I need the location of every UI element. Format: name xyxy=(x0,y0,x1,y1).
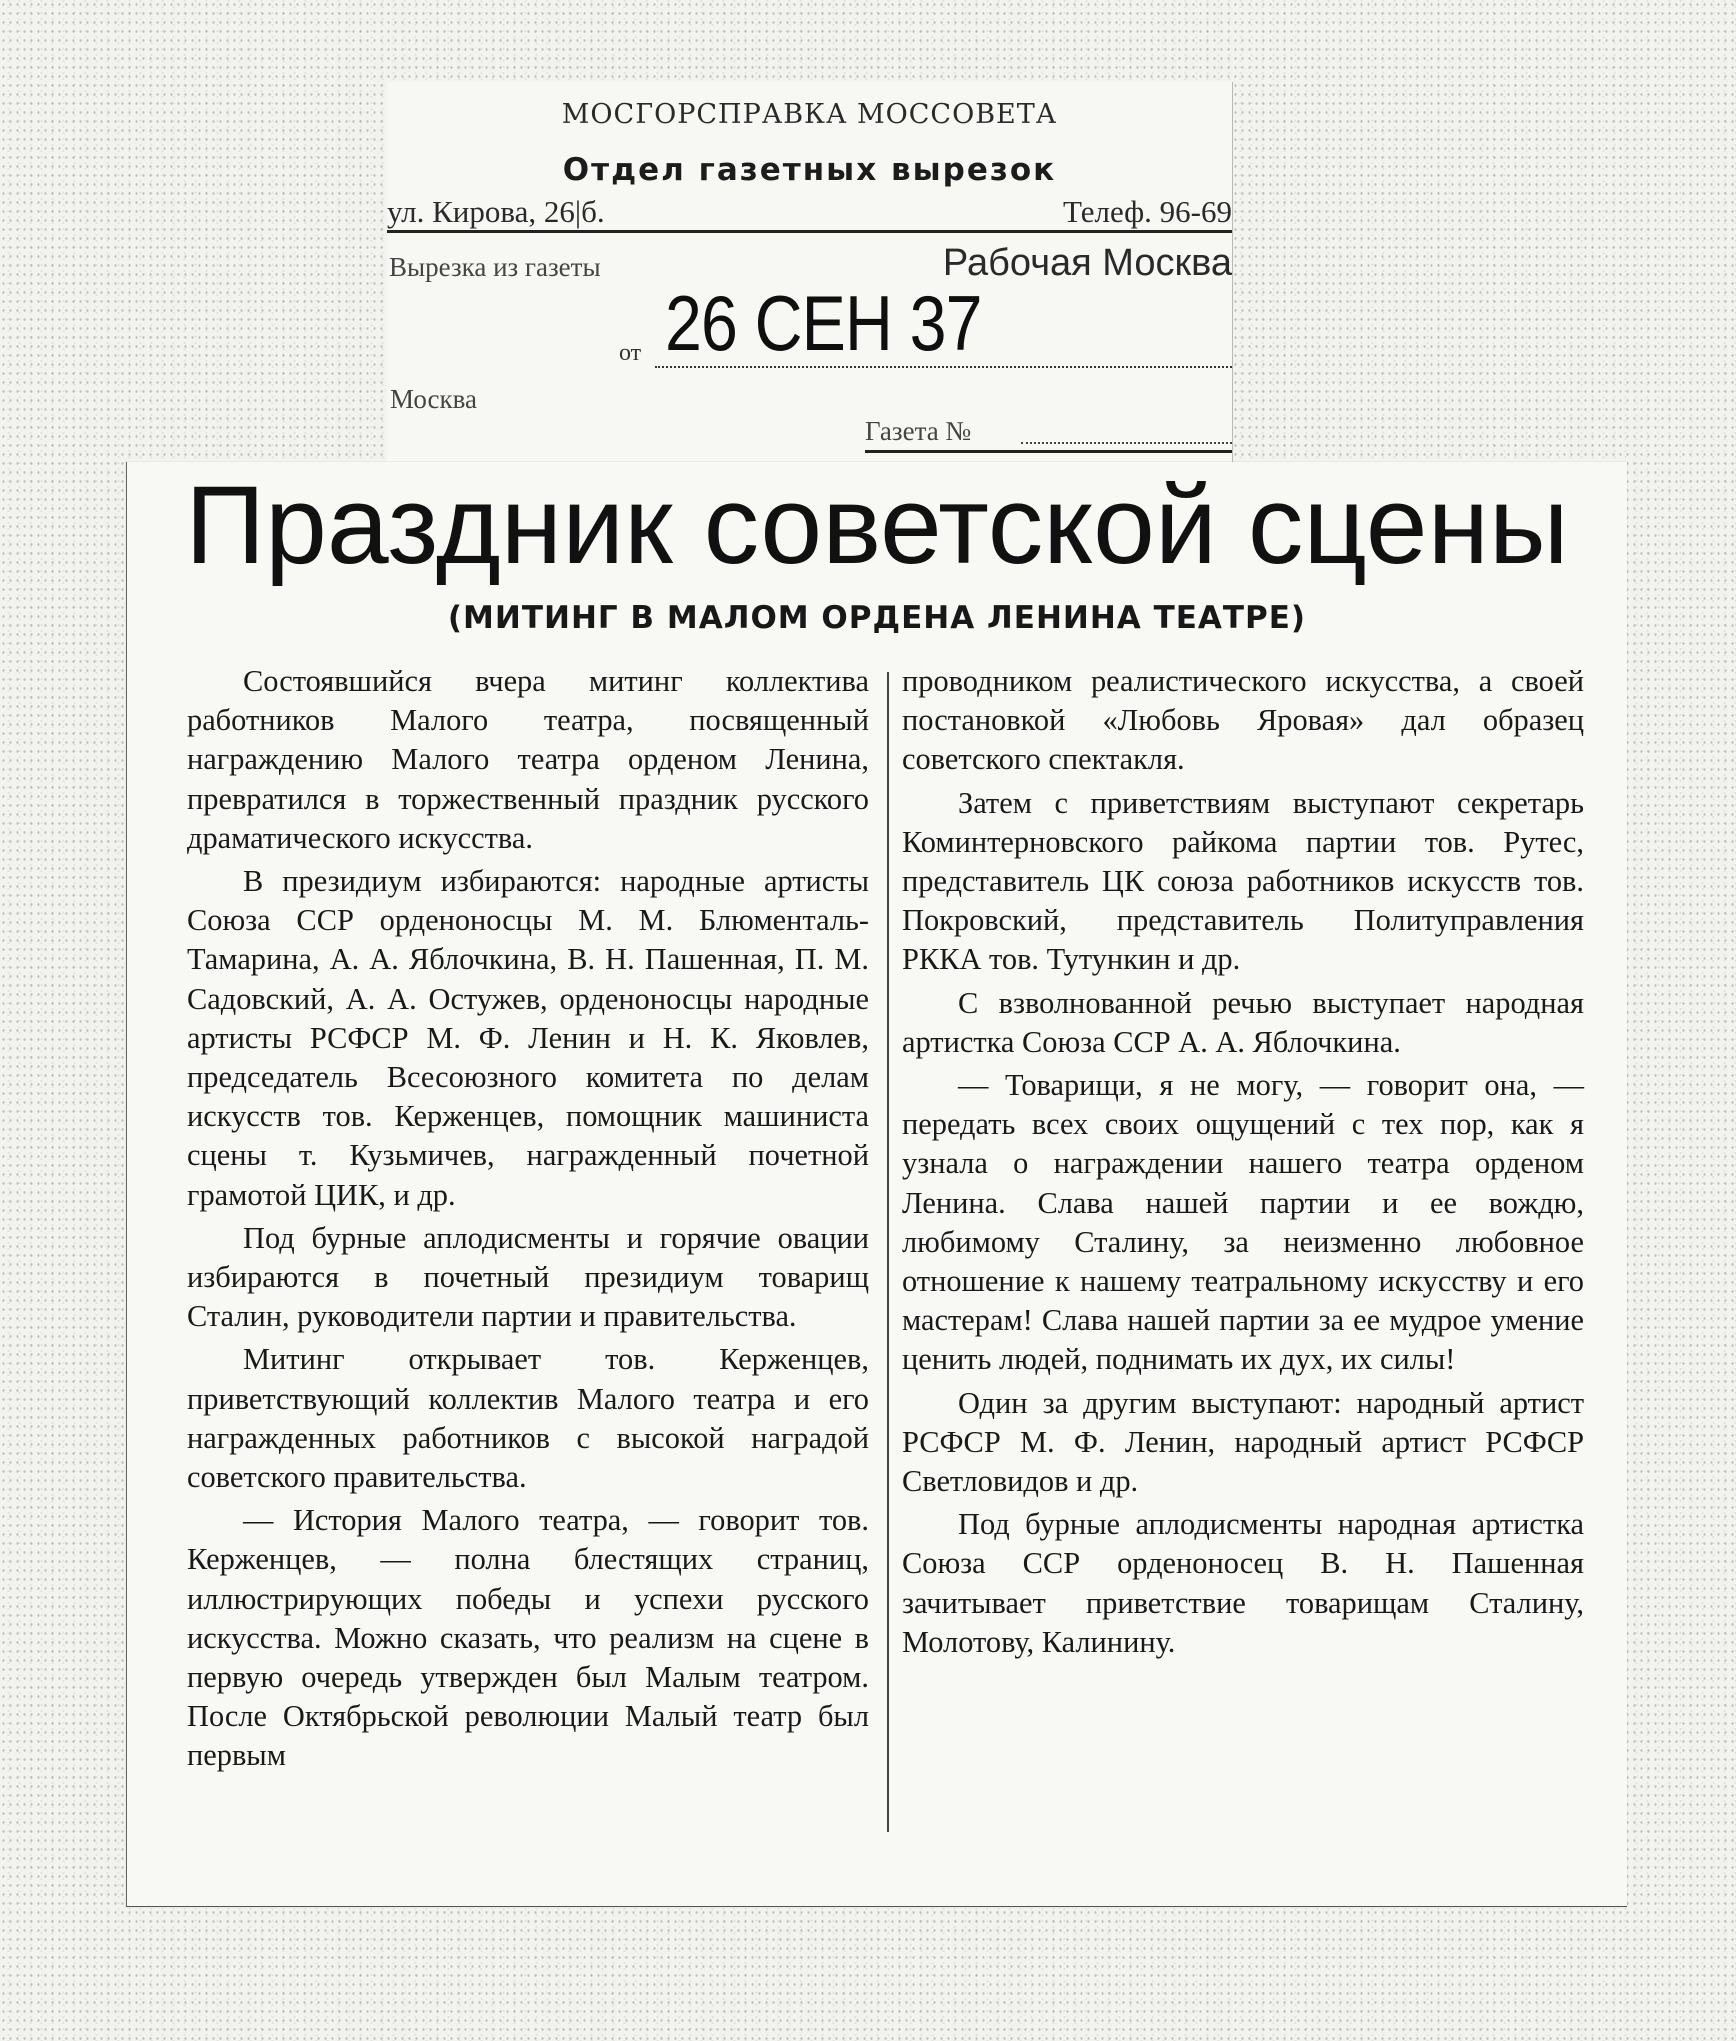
article-column-left xyxy=(187,662,869,1780)
article-paragraph: — Товарищи, я не могу, — говорит она, — передать всех своих ощущений с тех пор, как я узнала о награждении нашего театра орденом Ленина. Слава нашей партии и ее вождю, любимому Сталину, за неизменно любовное отношение к нашему театральному искусству и его мастерам! Слава нашей партии за ее мудрое умение ценить людей, поднимать их дух, их силы! xyxy=(902,1068,1584,1377)
clipping-bureau-stamp xyxy=(387,82,1233,464)
column-divider xyxy=(887,672,889,1832)
article-paragraph: С взволнованной речью выступает народная артистка Союза ССР А. А. Яблочкина. xyxy=(902,985,1584,1059)
stamp-department: Отдел газетных вырезок xyxy=(562,152,1057,188)
stamp-number-row xyxy=(865,414,1232,453)
stamp-clipping-label: Вырезка из газеты xyxy=(389,252,601,282)
stamp-date-value: 26 СЕН 37 xyxy=(665,279,982,367)
article-paragraph: Под бурные аплодисменты и горячие овации избираются в почетный президиум товарищ Сталин, руководители партии и правительства. xyxy=(187,1220,869,1334)
article-paragraph: В президиум избираются: народные артисты Союза ССР орденоносцы М. М. Блюменталь-Тамарина, А. А. Яблочкина, В. Н. Пашенная, П. М. Садовский, А. А. Остужев, орденоносцы народные артисты РСФСР М. Ф. Ленин и Н. К. Яковлев, председатель Всесоюзного комитета по делам искусств тов. Керженцев, помощник машиниста сцены т. Кузьмичев, награжденный почетной грамотой ЦИК, и др. xyxy=(187,864,869,1212)
stamp-organization: МОСГОРСПРАВКА МОССОВЕТА xyxy=(561,99,1058,130)
stamp-date-label: от xyxy=(619,340,642,366)
stamp-number-label: Газета № xyxy=(865,416,972,446)
article-paragraph: — История Малого театра, — говорит тов. Керженцев, — полна блестящих страниц, иллюстрирующих победы и успехи русского искусства. Можно сказать, что реализм на сцене в первую очередь утвержден был Малым театром. После Октябрьской революции Малый театр был первым xyxy=(187,1503,869,1773)
article-headline: Праздник советской сцены xyxy=(185,464,1569,587)
article-paragraph: Затем с приветствиям выступают секретарь Коминтерновского райкома партии тов. Рутес, представитель ЦК союза работников искусств тов. Покровский, представитель Политуправления РККА тов. Тутункин и др. xyxy=(902,785,1584,977)
stamp-phone: Телеф. 96-69 xyxy=(1062,194,1232,229)
stamp-address-row xyxy=(387,190,1232,233)
stamp-newspaper-name: Рабочая Москва xyxy=(942,242,1232,284)
article-paragraph: Под бурные аплодисменты народная артистка Союза ССР орденоносец В. Н. Пашенная зачитывает приветствие товарищам Сталину, Молотову, Калинину. xyxy=(902,1507,1584,1659)
article-paragraph: Митинг открывает тов. Керженцев, приветствующий коллектив Малого театра и его награжденных работников с высокой наградой советского правительства. xyxy=(187,1342,869,1495)
article-subheadline: (МИТИНГ В МАЛОМ ОРДЕНА ЛЕНИНА ТЕАТРЕ) xyxy=(447,600,1307,636)
stamp-city: Москва xyxy=(390,384,477,414)
article-paragraph-continued: проводником реалистического искусства, а своей постановкой «Любовь Яровая» дал образец советского спектакля. xyxy=(902,664,1584,777)
stamp-date-field xyxy=(655,280,1232,368)
stamp-number-blank xyxy=(1021,442,1232,444)
newspaper-article xyxy=(126,462,1627,1907)
article-paragraph: Один за другим выступают: народный артист РСФСР М. Ф. Ленин, народный артист РСФСР Светловидов и др. xyxy=(902,1385,1584,1499)
stamp-address: ул. Кирова, 26|б. xyxy=(387,194,605,229)
article-paragraph: Состоявшийся вчера митинг коллектива работников Малого театра, посвященный награждению Малого театра орденом Ленина, превратился в торжественный праздник русского драматического искусства. xyxy=(187,664,869,855)
article-column-right xyxy=(902,662,1584,1666)
